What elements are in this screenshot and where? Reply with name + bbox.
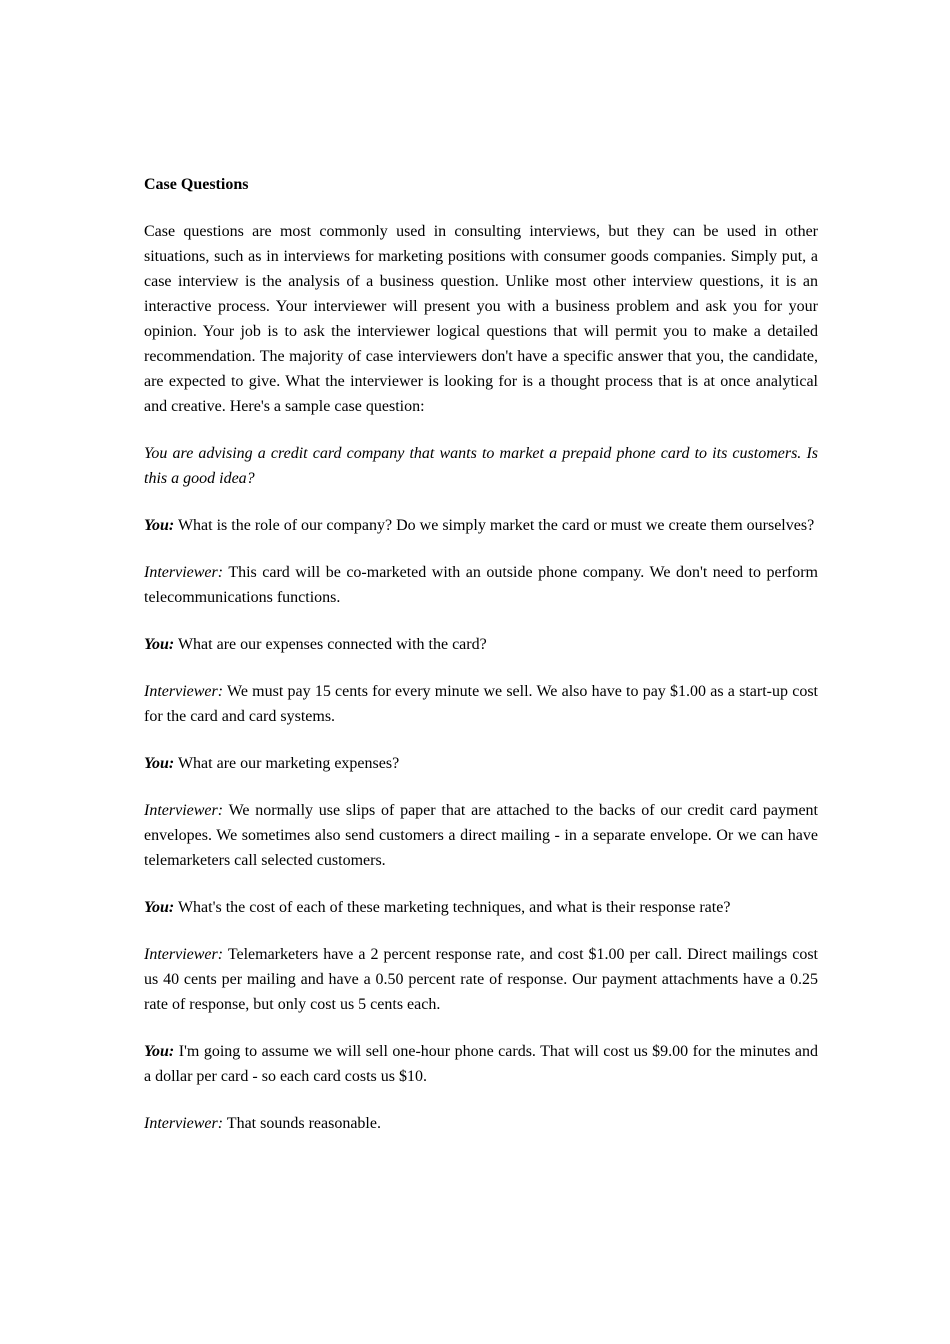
dialogue-text: We must pay 15 cents for every minute we sell. We also have to pay $1.00 as a start-up cost for the card and card systems. xyxy=(144,683,818,725)
dialogue-text: What are our expenses connected with the card? xyxy=(177,636,487,653)
sample-question: You are advising a credit card company that wants to market a prepaid phone card to its customers. Is this a good idea? xyxy=(144,445,818,487)
speaker-label: You: xyxy=(144,636,175,653)
document-page xyxy=(144,172,818,1158)
dialogue-line xyxy=(144,513,818,538)
dialogue-line xyxy=(144,1039,818,1089)
dialogue-text: What is the role of our company? Do we simply market the card or must we create them ourselves? xyxy=(177,517,815,534)
speaker-label: Interviewer: xyxy=(144,802,224,819)
dialogue-line xyxy=(144,560,818,610)
dialogue-text: This card will be co-marketed with an outside phone company. We don't need to perform telecommunications functions. xyxy=(144,564,818,606)
intro-paragraph: Case questions are most commonly used in consulting interviews, but they can be used in other situations, such as in interviews for marketing positions with consumer goods companies. Simply put, a case interview is the analysis of a business question. Unlike most other interview questions, it is an interactive process. Your interviewer will present you with a business problem and ask you for your opinion. Your job is to ask the interviewer logical questions that will permit you to make a detailed recommendation. The majority of case interviewers don't have a specific answer that you, the candidate, are expected to give. What the interviewer is looking for is a thought process that is at once analytical and creative. Here's a sample case question: xyxy=(144,223,818,415)
dialogue-text: That sounds reasonable. xyxy=(226,1115,381,1132)
dialogue-line xyxy=(144,751,818,776)
dialogue-line xyxy=(144,895,818,920)
speaker-label: Interviewer: xyxy=(144,946,224,963)
document-title: Case Questions xyxy=(144,176,249,193)
speaker-label: Interviewer: xyxy=(144,683,224,700)
dialogue-text: We normally use slips of paper that are attached to the backs of our credit card payment envelopes. We sometimes also send customers a direct mailing - in a separate envelope. Or we can have telemarketers call selected customers. xyxy=(144,802,818,869)
dialogue-line xyxy=(144,1111,818,1136)
speaker-label: You: xyxy=(144,755,175,772)
dialogue-line xyxy=(144,632,818,657)
dialogue-text: Telemarketers have a 2 percent response rate, and cost $1.00 per call. Direct mailings cost us 40 cents per mailing and have a 0.50 percent rate of response. Our payment attachments have a 0.25 rate of response, but only cost us 5 cents each. xyxy=(144,946,819,1013)
dialogue-line xyxy=(144,942,818,1017)
speaker-label: You: xyxy=(144,899,175,916)
speaker-label: Interviewer: xyxy=(144,564,224,581)
speaker-label: You: xyxy=(144,1043,175,1060)
dialogue-text: What are our marketing expenses? xyxy=(177,755,400,772)
dialogue-text: What's the cost of each of these marketing techniques, and what is their response rate? xyxy=(177,899,731,916)
speaker-label: You: xyxy=(144,517,175,534)
speaker-label: Interviewer: xyxy=(144,1115,224,1132)
dialogue-line xyxy=(144,679,818,729)
dialogue-text: I'm going to assume we will sell one-hour phone cards. That will cost us $9.00 for the minutes and a dollar per card - so each card costs us $10. xyxy=(144,1043,819,1085)
dialogue-line xyxy=(144,798,818,873)
